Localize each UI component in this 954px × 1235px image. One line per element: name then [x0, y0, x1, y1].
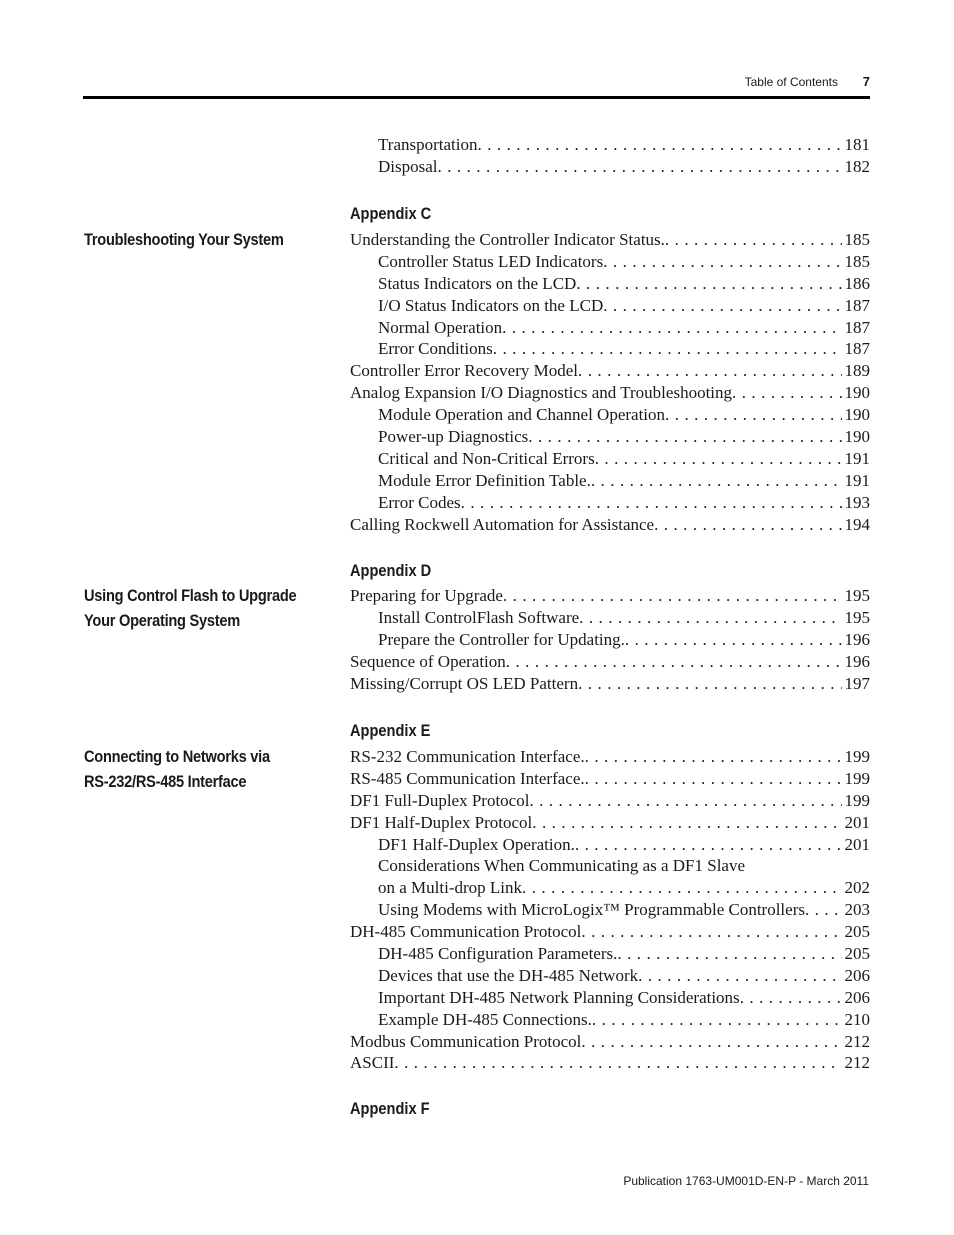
- toc-entry[interactable]: DH-485 Configuration Parameters. . . . 205: [350, 943, 870, 965]
- toc-entry[interactable]: Error Conditions . . . 187: [350, 338, 870, 360]
- appendix-e-title: [84, 744, 299, 794]
- toc-entry[interactable]: Using Modems with MicroLogix™ Programmable Controllers . . . 203: [350, 899, 870, 921]
- header-title: Table of Contents: [744, 75, 838, 89]
- toc-entry[interactable]: Important DH-485 Network Planning Considerations . . . 206: [350, 987, 870, 1009]
- appendix-d-title-line: Using Control Flash to Upgrade: [84, 586, 297, 605]
- toc-entry[interactable]: on a Multi-drop Link . . . 202: [350, 877, 870, 899]
- toc-entry[interactable]: I/O Status Indicators on the LCD . . . 187: [350, 295, 870, 317]
- appendix-f-heading: Appendix F: [350, 1099, 430, 1118]
- toc-entry[interactable]: Status Indicators on the LCD . . . 186: [350, 273, 870, 295]
- toc-entry[interactable]: Normal Operation . . . 187: [350, 317, 870, 339]
- appendix-e-title-line: Connecting to Networks via: [84, 747, 270, 766]
- toc-entry[interactable]: DH-485 Communication Protocol . . . 205: [350, 921, 870, 943]
- toc-entry[interactable]: RS-485 Communication Interface. . . . 199: [350, 768, 870, 790]
- toc-entry[interactable]: RS-232 Communication Interface. . . . 199: [350, 746, 870, 768]
- toc-entry[interactable]: Devices that use the DH-485 Network . . . 206: [350, 965, 870, 987]
- toc-appendix-c-group: [350, 229, 870, 535]
- toc-entry[interactable]: Disposal . . . 182: [350, 156, 870, 178]
- toc-entry[interactable]: Transportation . . . 181: [350, 134, 870, 156]
- toc-entry[interactable]: Preparing for Upgrade . . . 195: [350, 585, 870, 607]
- toc-entry[interactable]: ASCII . . . 212: [350, 1052, 870, 1074]
- toc-entry[interactable]: Missing/Corrupt OS LED Pattern . . . 197: [350, 673, 870, 695]
- toc-entry-continued-line[interactable]: Considerations When Communicating as a DF1 Slave: [378, 856, 746, 876]
- toc-entry[interactable]: Module Error Definition Table. . . . 191: [350, 470, 870, 492]
- page-number: 7: [862, 74, 870, 89]
- appendix-c-title: Troubleshooting Your System: [84, 230, 284, 249]
- toc-entry[interactable]: Sequence of Operation . . . 196: [350, 651, 870, 673]
- header-rule: [83, 96, 870, 99]
- toc-entry[interactable]: Modbus Communication Protocol . . . 212: [350, 1031, 870, 1053]
- toc-entry[interactable]: Install ControlFlash Software . . . 195: [350, 607, 870, 629]
- toc-entry[interactable]: Example DH-485 Connections. . . . 210: [350, 1009, 870, 1031]
- toc-entry[interactable]: Critical and Non-Critical Errors . . . 191: [350, 448, 870, 470]
- toc-intro-group: [350, 134, 870, 178]
- appendix-d-title: [84, 583, 299, 633]
- toc-entry[interactable]: Controller Error Recovery Model . . . 189: [350, 360, 870, 382]
- toc-entry[interactable]: DF1 Full-Duplex Protocol . . . 199: [350, 790, 870, 812]
- toc-entry[interactable]: DF1 Half-Duplex Operation. . . . 201: [350, 834, 870, 856]
- appendix-c-heading: Appendix C: [350, 204, 432, 223]
- running-header: [83, 73, 870, 91]
- toc-appendix-e-group: [350, 746, 870, 1074]
- appendix-d-title-line: Your Operating System: [84, 611, 240, 630]
- appendix-e-heading: Appendix E: [350, 721, 431, 740]
- toc-entry[interactable]: Understanding the Controller Indicator Status. . . . 185: [350, 229, 870, 251]
- appendix-e-title-line: RS-232/RS-485 Interface: [84, 772, 247, 791]
- toc-entry[interactable]: DF1 Half-Duplex Protocol . . . 201: [350, 812, 870, 834]
- toc-appendix-d-group: [350, 585, 870, 694]
- toc-entry[interactable]: Controller Status LED Indicators . . . 185: [350, 251, 870, 273]
- toc-entry[interactable]: Power-up Diagnostics . . . 190: [350, 426, 870, 448]
- appendix-d-heading: Appendix D: [350, 561, 432, 580]
- toc-entry[interactable]: Calling Rockwell Automation for Assistance . . . 194: [350, 514, 870, 536]
- toc-entry[interactable]: Prepare the Controller for Updating. . . . 196: [350, 629, 870, 651]
- toc-entry[interactable]: Analog Expansion I/O Diagnostics and Troubleshooting . . . 190: [350, 382, 870, 404]
- publication-footer: Publication 1763-UM001D-EN-P - March 2011: [623, 1174, 869, 1188]
- toc-entry[interactable]: Error Codes . . . 193: [350, 492, 870, 514]
- toc-entry[interactable]: Module Operation and Channel Operation . . . 190: [350, 404, 870, 426]
